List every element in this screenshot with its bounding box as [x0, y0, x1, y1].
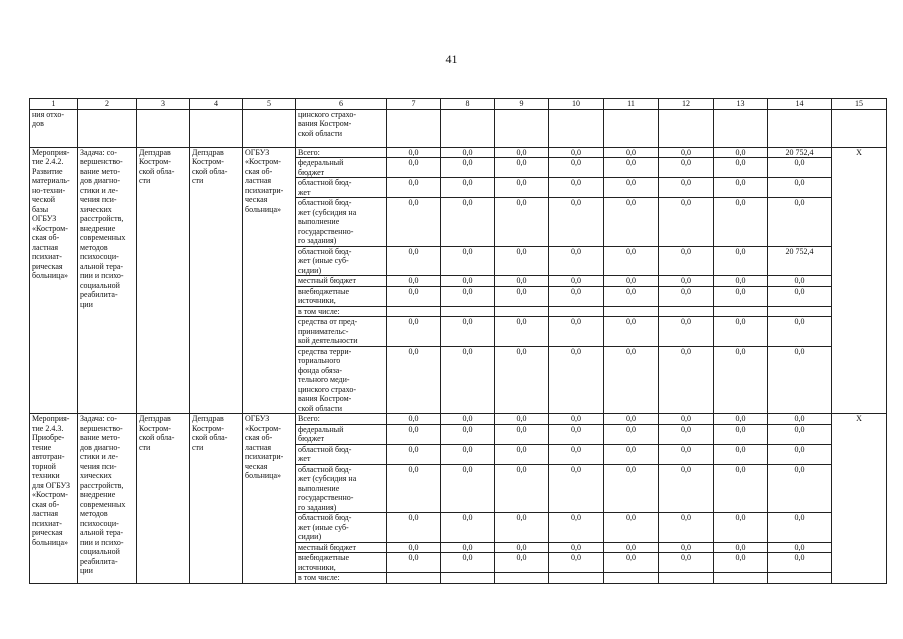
funding-value-cell: 0,0: [549, 542, 604, 553]
funding-source-cell: областной бюд- жет (иные суб- сидии): [296, 513, 387, 543]
funding-value-cell: 0,0: [768, 464, 832, 513]
coordinator-cell: Депздрав Костром- ской обла- сти: [190, 414, 243, 584]
funding-value-cell: 0,0: [659, 178, 714, 198]
funding-source-cell: внебюджетные источники,: [296, 286, 387, 306]
funding-source-cell: Всего:: [296, 414, 387, 425]
funding-value-cell: 0,0: [495, 553, 549, 573]
funding-value-cell: 0,0: [768, 444, 832, 464]
funding-value-cell: 0,0: [714, 198, 768, 247]
funding-value-cell: [441, 306, 495, 317]
funding-source-cell: федеральный бюджет: [296, 158, 387, 178]
funding-value-cell: [659, 306, 714, 317]
funding-value-cell: 0,0: [768, 286, 832, 306]
funding-value-cell: 0,0: [387, 158, 441, 178]
column-number: 5: [243, 99, 296, 110]
funding-source-cell: областной бюд- жет (субсидия на выполнение государственно- го задания): [296, 464, 387, 513]
funding-value-cell: 0,0: [549, 147, 604, 158]
funding-value-cell: 0,0: [714, 464, 768, 513]
funding-value-cell: [604, 573, 659, 584]
funding-value-cell: 0,0: [441, 246, 495, 276]
funding-value-cell: 0,0: [604, 317, 659, 347]
funding-value-cell: 0,0: [387, 198, 441, 247]
funding-value-cell: 0,0: [549, 414, 604, 425]
funding-value-cell: 0,0: [495, 198, 549, 247]
funding-value-cell: 0,0: [495, 444, 549, 464]
funding-value-cell: 0,0: [495, 317, 549, 347]
funding-value-cell: 0,0: [604, 158, 659, 178]
funding-value-cell: 0,0: [714, 424, 768, 444]
funding-value-cell: [495, 573, 549, 584]
funding-value-cell: 0,0: [495, 424, 549, 444]
funding-source-cell: областной бюд- жет: [296, 444, 387, 464]
funding-value-cell: 0,0: [714, 542, 768, 553]
funding-value-cell: [441, 573, 495, 584]
funding-value-cell: 0,0: [441, 444, 495, 464]
column-number: 4: [190, 99, 243, 110]
funding-value-cell: 0,0: [387, 246, 441, 276]
funding-value-cell: 0,0: [495, 513, 549, 543]
coordinator-cell: Депздрав Костром- ской обла- сти: [190, 147, 243, 414]
funding-value-cell: 0,0: [768, 414, 832, 425]
funding-value-cell: 0,0: [495, 542, 549, 553]
funding-source-cell: федеральный бюджет: [296, 424, 387, 444]
funding-value-cell: 0,0: [441, 317, 495, 347]
funding-value-cell: 0,0: [768, 158, 832, 178]
column-number: 3: [137, 99, 190, 110]
funding-value-cell: 0,0: [768, 424, 832, 444]
participant-cell: ОГБУЗ «Костром- ская об- ластная психиатри- ческая больница»: [243, 414, 296, 584]
funding-value-cell: 0,0: [441, 276, 495, 287]
funding-value-cell: 0,0: [659, 276, 714, 287]
continued-source-cell: цинского страхо- вания Костром- ской области: [296, 109, 387, 147]
funding-source-cell: в том числе:: [296, 573, 387, 584]
funding-value-cell: 0,0: [659, 464, 714, 513]
funding-value-cell: 0,0: [714, 246, 768, 276]
funding-value-cell: 0,0: [495, 147, 549, 158]
funding-value-cell: 0,0: [387, 346, 441, 414]
funding-value-cell: [768, 306, 832, 317]
funding-value-cell: 20 752,4: [768, 147, 832, 158]
funding-source-cell: Всего:: [296, 147, 387, 158]
funding-value-cell: 0,0: [768, 198, 832, 247]
funding-value-cell: 0,0: [549, 424, 604, 444]
funding-value-cell: 0,0: [768, 178, 832, 198]
funding-value-cell: 0,0: [768, 553, 832, 573]
funding-value-cell: 0,0: [604, 178, 659, 198]
funding-value-cell: 0,0: [714, 346, 768, 414]
funding-value-cell: 0,0: [441, 158, 495, 178]
measure-name-cell: Мероприя- тие 2.4.2. Развитие материаль- но-техни- ческой базы ОГБУЗ «Костром- ская об- ластная психиат- рическая больница»: [30, 147, 78, 414]
funding-value-cell: 0,0: [441, 414, 495, 425]
funding-value-cell: 0,0: [387, 513, 441, 543]
funding-value-cell: 0,0: [768, 542, 832, 553]
funding-value-cell: 0,0: [495, 276, 549, 287]
column-number: 1: [30, 99, 78, 110]
funding-value-cell: 0,0: [659, 444, 714, 464]
funding-value-cell: 0,0: [549, 464, 604, 513]
funding-value-cell: 0,0: [604, 346, 659, 414]
funding-value-cell: 0,0: [387, 317, 441, 347]
funding-value-cell: 0,0: [714, 414, 768, 425]
funding-value-cell: 0,0: [549, 178, 604, 198]
funding-value-cell: 0,0: [659, 542, 714, 553]
column-number: 11: [604, 99, 659, 110]
continued-measure-cell: ния отхо- дов: [30, 109, 78, 147]
funding-row: [30, 147, 887, 158]
funding-value-cell: 0,0: [604, 542, 659, 553]
table-body: [30, 99, 887, 584]
funding-value-cell: [714, 306, 768, 317]
executor-cell: Депздрав Костром- ской обла- сти: [137, 147, 190, 414]
funding-value-cell: 0,0: [659, 147, 714, 158]
funding-value-cell: 0,0: [714, 513, 768, 543]
executor-cell: Депздрав Костром- ской обла- сти: [137, 414, 190, 584]
funding-value-cell: 0,0: [495, 414, 549, 425]
funding-value-cell: 0,0: [441, 553, 495, 573]
funding-value-cell: 0,0: [441, 424, 495, 444]
funding-value-cell: [768, 573, 832, 584]
funding-value-cell: 0,0: [659, 246, 714, 276]
funding-value-cell: 0,0: [549, 286, 604, 306]
funding-value-cell: 0,0: [768, 317, 832, 347]
funding-value-cell: 0,0: [604, 444, 659, 464]
funding-source-cell: средства от пред- принимательс- кой деятельности: [296, 317, 387, 347]
funding-value-cell: [549, 573, 604, 584]
column-number: 15: [832, 99, 887, 110]
funding-value-cell: [714, 573, 768, 584]
measure-name-cell: Мероприя- тие 2.4.3. Приобре- тение автотран- торной техники для ОГБУЗ «Костром- ская об- ластная психиат- рическая больница»: [30, 414, 78, 584]
funding-value-cell: 0,0: [604, 553, 659, 573]
funding-value-cell: 0,0: [659, 553, 714, 573]
funding-value-cell: 0,0: [549, 346, 604, 414]
column-number: 8: [441, 99, 495, 110]
funding-value-cell: 0,0: [495, 464, 549, 513]
funding-value-cell: 0,0: [659, 286, 714, 306]
funding-value-cell: 0,0: [549, 198, 604, 247]
page-number: 41: [445, 52, 458, 66]
funding-value-cell: 0,0: [441, 178, 495, 198]
funding-value-cell: 0,0: [441, 513, 495, 543]
funding-value-cell: 0,0: [549, 444, 604, 464]
funding-value-cell: 0,0: [604, 414, 659, 425]
funding-value-cell: 0,0: [549, 158, 604, 178]
funding-value-cell: 0,0: [768, 346, 832, 414]
funding-value-cell: 0,0: [604, 464, 659, 513]
funding-value-cell: 0,0: [604, 246, 659, 276]
column-number: 13: [714, 99, 768, 110]
column-number: 14: [768, 99, 832, 110]
funding-source-cell: областной бюд- жет (иные суб- сидии): [296, 246, 387, 276]
funding-value-cell: 0,0: [714, 158, 768, 178]
column-number: 9: [495, 99, 549, 110]
funding-value-cell: 20 752,4: [768, 246, 832, 276]
funding-value-cell: 0,0: [495, 346, 549, 414]
funding-value-cell: 0,0: [714, 553, 768, 573]
funding-value-cell: 0,0: [714, 178, 768, 198]
column-number: 10: [549, 99, 604, 110]
funding-value-cell: 0,0: [495, 158, 549, 178]
funding-value-cell: 0,0: [659, 513, 714, 543]
funding-value-cell: 0,0: [441, 346, 495, 414]
funding-value-cell: 0,0: [441, 542, 495, 553]
funding-value-cell: 0,0: [387, 444, 441, 464]
funding-value-cell: 0,0: [549, 276, 604, 287]
funding-value-cell: 0,0: [659, 317, 714, 347]
funding-value-cell: 0,0: [441, 286, 495, 306]
funding-value-cell: [604, 306, 659, 317]
funding-row: [30, 414, 887, 425]
funding-value-cell: 0,0: [549, 513, 604, 543]
funding-source-cell: областной бюд- жет (субсидия на выполнение государственно- го задания): [296, 198, 387, 247]
funding-source-cell: в том числе:: [296, 306, 387, 317]
program-measures-table: [29, 98, 887, 584]
funding-value-cell: 0,0: [387, 178, 441, 198]
funding-source-cell: средства терри- ториального фонда обяза- тельного меди- цинского страхо- вания Костром- ской области: [296, 346, 387, 414]
funding-value-cell: 0,0: [714, 444, 768, 464]
indicator-mark-cell: X: [832, 414, 887, 584]
indicator-mark-cell: X: [832, 147, 887, 414]
funding-source-cell: внебюджетные источники,: [296, 553, 387, 573]
funding-value-cell: 0,0: [387, 414, 441, 425]
funding-value-cell: 0,0: [659, 424, 714, 444]
funding-value-cell: 0,0: [441, 147, 495, 158]
funding-value-cell: 0,0: [714, 317, 768, 347]
funding-value-cell: 0,0: [604, 147, 659, 158]
funding-value-cell: 0,0: [604, 286, 659, 306]
column-number: 2: [78, 99, 137, 110]
funding-value-cell: 0,0: [495, 246, 549, 276]
funding-value-cell: [659, 573, 714, 584]
funding-value-cell: 0,0: [714, 276, 768, 287]
funding-value-cell: 0,0: [768, 513, 832, 543]
funding-value-cell: 0,0: [549, 317, 604, 347]
funding-value-cell: 0,0: [387, 464, 441, 513]
column-number-row: [30, 99, 887, 110]
funding-value-cell: 0,0: [549, 553, 604, 573]
funding-value-cell: 0,0: [659, 346, 714, 414]
funding-value-cell: 0,0: [768, 276, 832, 287]
funding-value-cell: 0,0: [604, 424, 659, 444]
funding-value-cell: 0,0: [659, 414, 714, 425]
funding-value-cell: 0,0: [387, 424, 441, 444]
column-number: 12: [659, 99, 714, 110]
funding-value-cell: [387, 306, 441, 317]
funding-value-cell: 0,0: [714, 286, 768, 306]
continuation-row: [30, 109, 887, 147]
funding-value-cell: 0,0: [387, 286, 441, 306]
task-cell: Задача: со- вершенство- вание мето- дов диагно- стики и ле- чения пси- хических расстройств, внедрение современных методов психосоци- альной тера- пии и психо- социальной реабилита- ции: [78, 147, 137, 414]
funding-source-cell: областной бюд- жет: [296, 178, 387, 198]
funding-value-cell: 0,0: [441, 198, 495, 247]
funding-value-cell: 0,0: [495, 178, 549, 198]
column-number: 6: [296, 99, 387, 110]
funding-value-cell: 0,0: [604, 513, 659, 543]
funding-value-cell: 0,0: [604, 276, 659, 287]
funding-value-cell: 0,0: [387, 147, 441, 158]
funding-value-cell: 0,0: [659, 158, 714, 178]
funding-value-cell: 0,0: [387, 553, 441, 573]
funding-value-cell: 0,0: [387, 276, 441, 287]
funding-value-cell: 0,0: [441, 464, 495, 513]
funding-value-cell: 0,0: [549, 246, 604, 276]
funding-source-cell: местный бюджет: [296, 542, 387, 553]
funding-value-cell: 0,0: [495, 286, 549, 306]
funding-value-cell: [549, 306, 604, 317]
column-number: 7: [387, 99, 441, 110]
funding-value-cell: 0,0: [714, 147, 768, 158]
funding-value-cell: [495, 306, 549, 317]
funding-value-cell: 0,0: [387, 542, 441, 553]
funding-value-cell: 0,0: [604, 198, 659, 247]
funding-value-cell: [387, 573, 441, 584]
funding-source-cell: местный бюджет: [296, 276, 387, 287]
task-cell: Задача: со- вершенство- вание мето- дов диагно- стики и ле- чения пси- хических расстройств, внедрение современных методов психосоци- альной тера- пии и психо- социальной реабилита- ции: [78, 414, 137, 584]
participant-cell: ОГБУЗ «Костром- ская об- ластная психиатри- ческая больница»: [243, 147, 296, 414]
funding-value-cell: 0,0: [659, 198, 714, 247]
